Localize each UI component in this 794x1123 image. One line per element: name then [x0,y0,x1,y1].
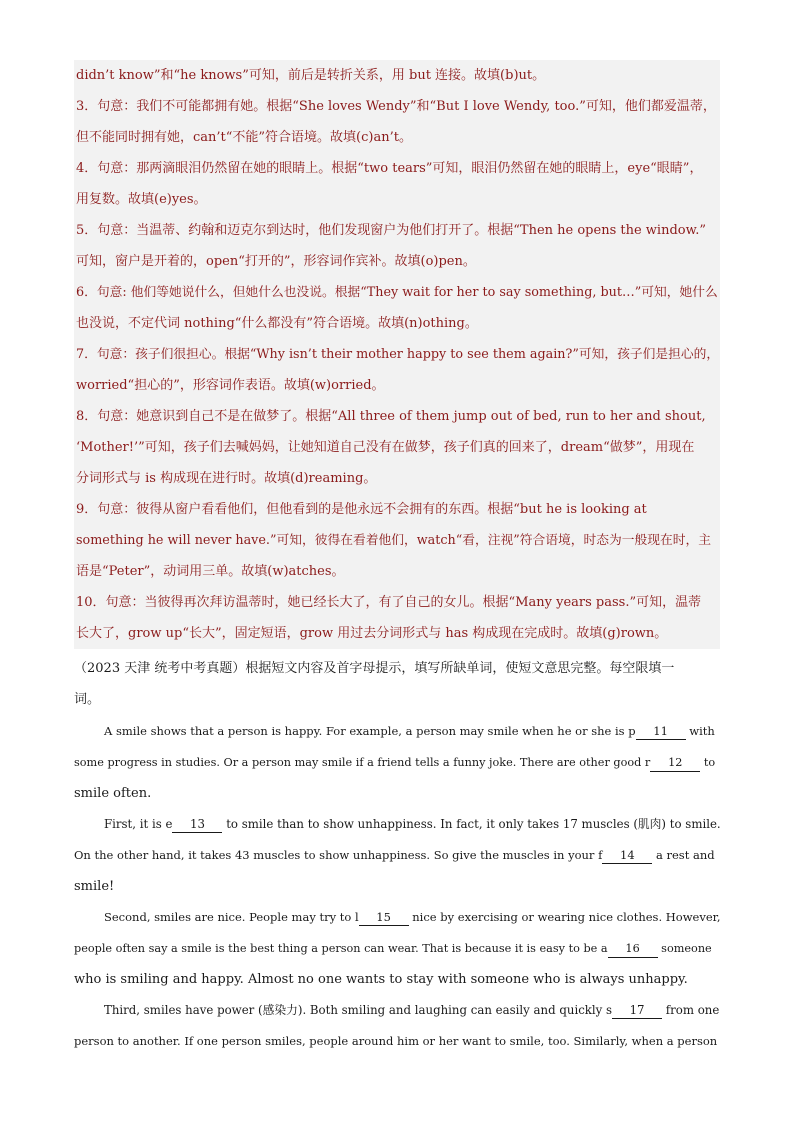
answer-line: 9．句意：彼得从窗户看看他们，但他看到的是他永远不会拥有的东西。根据“but he is looking at [76,502,647,517]
blank-14[interactable]: 14 [602,847,652,864]
instruction-line: 词。 [74,692,101,707]
blank-17[interactable]: 17 [612,1002,662,1019]
blank-16[interactable]: 16 [608,941,658,958]
passage-line: Second, smiles are nice. People may try to l 15 nice by exercising or wearing nice clothes. However, [104,910,721,924]
instruction-line: （2023 天津 统考中考真题）根据短文内容及首字母提示，填写所缺单词，使短文意思完整。每空限填一 [74,661,675,676]
passage-line: Third, smiles have power (感染力). Both smiling and laughing can easily and quickly s 17 from one [104,1003,720,1017]
question-instructions [74,653,720,715]
answer-line: 也没说，不定代词 nothing“什么都没有”符合语境。故填(n)othing。 [76,316,478,331]
blank-11[interactable]: 11 [636,723,686,740]
cloze-passage [74,716,720,1057]
answer-line: 8．句意：她意识到自己不是在做梦了。根据“All three of them jump out of bed, run to her and shout, [76,409,706,424]
blank-13[interactable]: 13 [172,816,222,833]
answer-line: 3．句意：我们不可能都拥有她。根据“She loves Wendy”和“But I love Wendy, too.”可知，他们都爱温蒂， [76,99,716,114]
answer-line: 6．句意: 他们等她说什么，但她什么也没说。根据“They wait for her to say something, but…”可知，她什么 [76,285,718,300]
passage-line: smile! [74,879,115,894]
answer-line: 7．句意：孩子们很担心。根据“Why isn’t their mother happy to see them again?”可知，孩子们是担心的， [76,347,720,362]
answer-line: 4．句意：那两滴眼泪仍然留在她的眼睛上。根据“two tears”可知，眼泪仍然留在她的眼睛上，eye“眼睛”， [76,161,703,176]
answer-line: worried“担心的”，形容词作表语。故填(w)orried。 [76,378,385,393]
answer-line: 可知，窗户是开着的，open“打开的”，形容词作宾补。故填(o)pen。 [76,254,476,269]
passage-line: On the other hand, it takes 43 muscles to show unhappiness. So give the muscles in your f 14 a rest and [74,848,715,862]
answer-line: 10．句意：当彼得再次拜访温蒂时，她已经长大了，有了自己的女儿。根据“Many years pass.”可知，温蒂 [76,595,702,610]
answer-explanations [74,60,720,649]
passage-line: First, it is e 13 to smile than to show unhappiness. In fact, it only takes 17 muscles (肌肉) to smile. [104,817,721,831]
passage-line: smile often. [74,786,152,801]
passage-line: person to another. If one person smiles, people around him or her want to smile, too. Similarly, when a person [74,1034,718,1048]
answer-line: 用复数。故填(e)yes。 [76,192,207,207]
answer-line: didn’t know”和“he knows”可知，前后是转折关系，用 but 连接。故填(b)ut。 [76,68,546,83]
passage-line: A smile shows that a person is happy. For example, a person may smile when he or she is p 11 with [104,724,715,738]
blank-15[interactable]: 15 [359,909,409,926]
answer-line: 长大了，grow up“长大”，固定短语，grow 用过去分词形式与 has 构成现在完成时。故填(g)rown。 [76,626,668,641]
answer-line: 但不能同时拥有她，can’t“不能”符合语境。故填(c)an’t。 [76,130,412,145]
answer-line: something he will never have.”可知，彼得在看着他们，watch“看，注视”符合语境，时态为一般现在时，主 [76,533,712,548]
blank-12[interactable]: 12 [650,755,700,772]
answer-line: 语是“Peter”，动词用三单。故填(w)atches。 [76,564,345,579]
answer-line: 分词形式与 is 构成现在进行时。故填(d)reaming。 [76,471,377,486]
passage-line: people often say a smile is the best thing a person can wear. That is because it is easy to be a 16 someone [74,933,720,964]
passage-line: some progress in studies. Or a person may smile if a friend tells a funny joke. There are other good r 12 to [74,747,720,778]
answer-line: ‘Mother!’”可知，孩子们去喊妈妈，让她知道自己没有在做梦，孩子们真的回来了，dream“做梦”，用现在 [76,440,695,455]
answer-line: 5．句意：当温蒂、约翰和迈克尔到达时，他们发现窗户为他们打开了。根据“Then he opens the window.” [76,223,706,238]
passage-line: who is smiling and happy. Almost no one wants to stay with someone who is always unhappy. [74,972,688,987]
